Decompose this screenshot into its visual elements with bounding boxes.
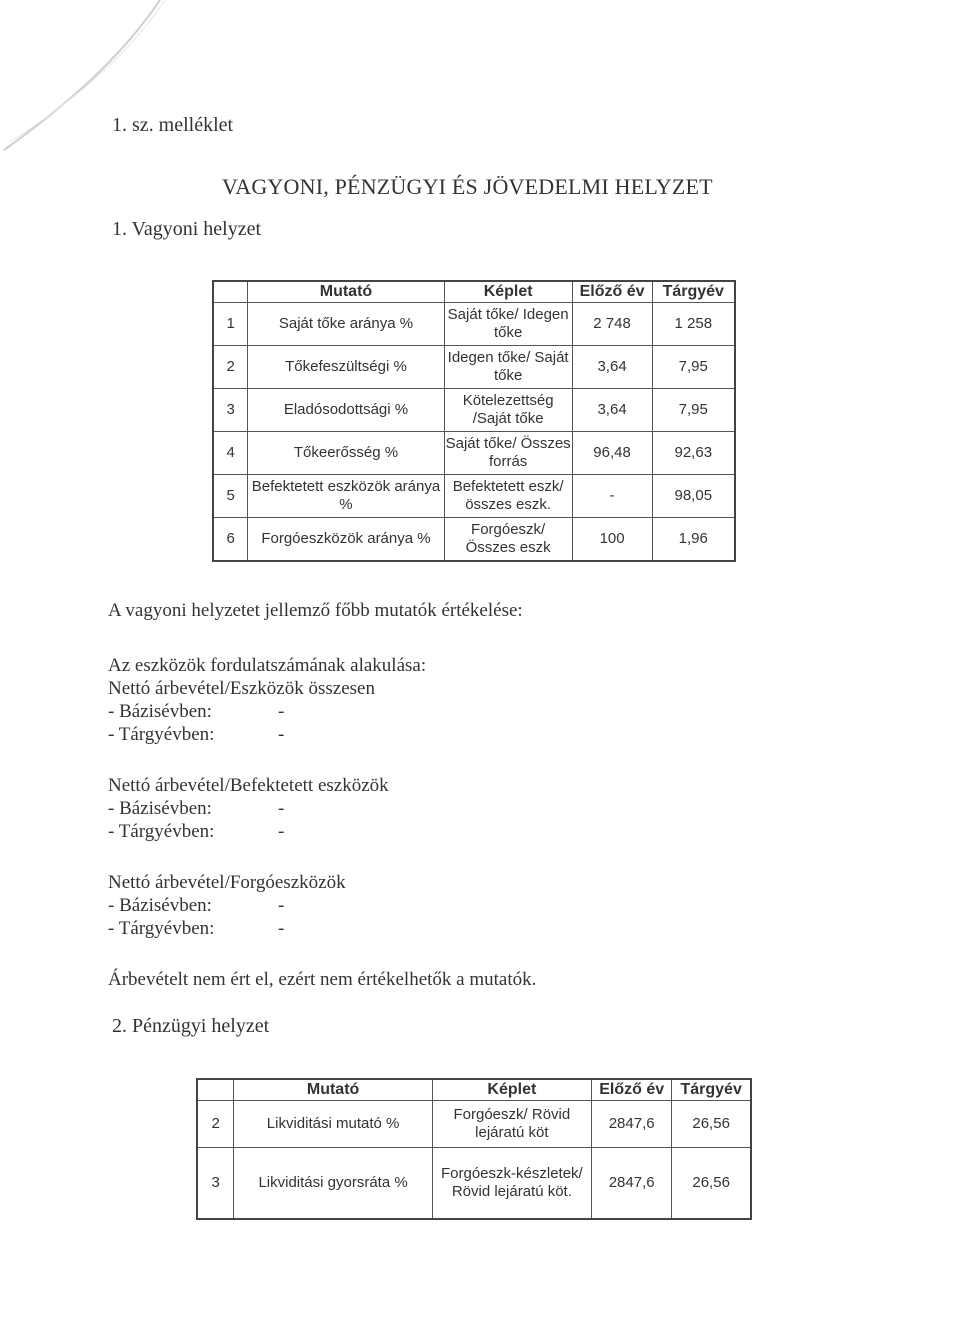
- row-number: 1: [213, 303, 248, 346]
- table-row: [213, 346, 735, 389]
- curr-year-cell: 7,95: [652, 346, 735, 389]
- prev-year-cell: 2 748: [572, 303, 652, 346]
- row-number: 2: [197, 1101, 234, 1148]
- subject-year-value: -: [278, 918, 285, 939]
- evaluation-heading: A vagyoni helyzetet jellemző főbb mutatók értékelése:: [108, 600, 523, 621]
- indicator-cell: Saját tőke aránya %: [248, 303, 444, 346]
- formula-cell: Forgóeszk-készletek/ Rövid lejáratú köt.: [432, 1148, 591, 1220]
- curr-year-cell: 98,05: [652, 475, 735, 518]
- col-header-indicator: Mutató: [234, 1079, 432, 1101]
- col-header-prev: Előző év: [592, 1079, 672, 1101]
- subject-year-line: [108, 916, 285, 942]
- prev-year-cell: -: [572, 475, 652, 518]
- formula-cell: Forgóeszk/ Rövid lejáratú köt: [432, 1101, 591, 1148]
- formula-cell: Befektetett eszk/ összes eszk.: [444, 475, 572, 518]
- curr-year-cell: 26,56: [672, 1148, 751, 1220]
- table-row: [213, 389, 735, 432]
- col-header-prev: Előző év: [572, 281, 652, 303]
- section-heading-2: 2. Pénzügyi helyzet: [112, 1015, 270, 1037]
- col-header-formula: Képlet: [432, 1079, 591, 1101]
- financial-position-table: [196, 1078, 752, 1220]
- table-row: [213, 475, 735, 518]
- formula-cell: Kötelezettség /Saját tőke: [444, 389, 572, 432]
- subject-year-value: -: [278, 821, 285, 842]
- table-row: [197, 1148, 751, 1220]
- formula-cell: Saját tőke/ Összes forrás: [444, 432, 572, 475]
- col-header-formula: Képlet: [444, 281, 572, 303]
- table-row: [213, 432, 735, 475]
- scan-artifact: [0, 0, 200, 170]
- formula-cell: Forgóeszk/ Összes eszk: [444, 518, 572, 562]
- row-number: 3: [197, 1148, 234, 1220]
- curr-year-cell: 26,56: [672, 1101, 751, 1148]
- indicator-cell: Likviditási mutató %: [234, 1101, 432, 1148]
- curr-year-cell: 7,95: [652, 389, 735, 432]
- indicator-cell: Befektetett eszközök aránya %: [248, 475, 444, 518]
- page-title: VAGYONI, PÉNZÜGYI ÉS JÖVEDELMI HELYZET: [222, 174, 713, 199]
- section-heading-1: 1. Vagyoni helyzet: [112, 218, 262, 240]
- base-year-value: -: [278, 895, 285, 916]
- indicator-cell: Forgóeszközök aránya %: [248, 518, 444, 562]
- base-year-label: - Bázisévben:: [108, 701, 212, 722]
- indicator-cell: Eladósodottsági %: [248, 389, 444, 432]
- subject-year-line: [108, 722, 285, 748]
- col-header-curr: Tárgyév: [652, 281, 735, 303]
- curr-year-cell: 1 258: [652, 303, 735, 346]
- formula-cell: Saját tőke/ Idegen tőke: [444, 303, 572, 346]
- table-header-row: [213, 281, 735, 303]
- row-number: 6: [213, 518, 248, 562]
- subject-year-label: - Tárgyévben:: [108, 724, 215, 745]
- subject-year-value: -: [278, 724, 285, 745]
- subject-year-label: - Tárgyévben:: [108, 821, 215, 842]
- conclusion-text: Árbevételt nem ért el, ezért nem értékelhetők a mutatók.: [108, 969, 537, 990]
- base-year-value: -: [278, 798, 285, 819]
- subject-year-line: [108, 819, 285, 845]
- subject-year-label: - Tárgyévben:: [108, 918, 215, 939]
- prev-year-cell: 96,48: [572, 432, 652, 475]
- prev-year-cell: 2847,6: [592, 1101, 672, 1148]
- prev-year-cell: 3,64: [572, 389, 652, 432]
- ratio-title-total-assets: Nettó árbevétel/Eszközök összesen: [108, 678, 375, 699]
- base-year-label: - Bázisévben:: [108, 798, 212, 819]
- prev-year-cell: 100: [572, 518, 652, 562]
- turnover-heading: Az eszközök fordulatszámának alakulása:: [108, 655, 427, 676]
- row-number: 4: [213, 432, 248, 475]
- table-row: [213, 518, 735, 562]
- annex-label: 1. sz. melléklet: [112, 114, 234, 136]
- curr-year-cell: 1,96: [652, 518, 735, 562]
- formula-cell: Idegen tőke/ Saját tőke: [444, 346, 572, 389]
- base-year-label: - Bázisévben:: [108, 895, 212, 916]
- asset-position-table: [212, 280, 736, 562]
- table-header-row: [197, 1079, 751, 1101]
- ratio-title-fixed-assets: Nettó árbevétel/Befektetett eszközök: [108, 775, 389, 796]
- table-row: [213, 303, 735, 346]
- indicator-cell: Tőkefeszültségi %: [248, 346, 444, 389]
- row-number: 3: [213, 389, 248, 432]
- row-number: 2: [213, 346, 248, 389]
- table-row: [197, 1101, 751, 1148]
- prev-year-cell: 2847,6: [592, 1148, 672, 1220]
- col-header-indicator: Mutató: [248, 281, 444, 303]
- row-number: 5: [213, 475, 248, 518]
- col-header-no: [213, 281, 248, 303]
- prev-year-cell: 3,64: [572, 346, 652, 389]
- base-year-value: -: [278, 701, 285, 722]
- curr-year-cell: 92,63: [652, 432, 735, 475]
- indicator-cell: Tőkeerősség %: [248, 432, 444, 475]
- ratio-title-current-assets: Nettó árbevétel/Forgóeszközök: [108, 872, 346, 893]
- indicator-cell: Likviditási gyorsráta %: [234, 1148, 432, 1220]
- col-header-curr: Tárgyév: [672, 1079, 751, 1101]
- col-header-no: [197, 1079, 234, 1101]
